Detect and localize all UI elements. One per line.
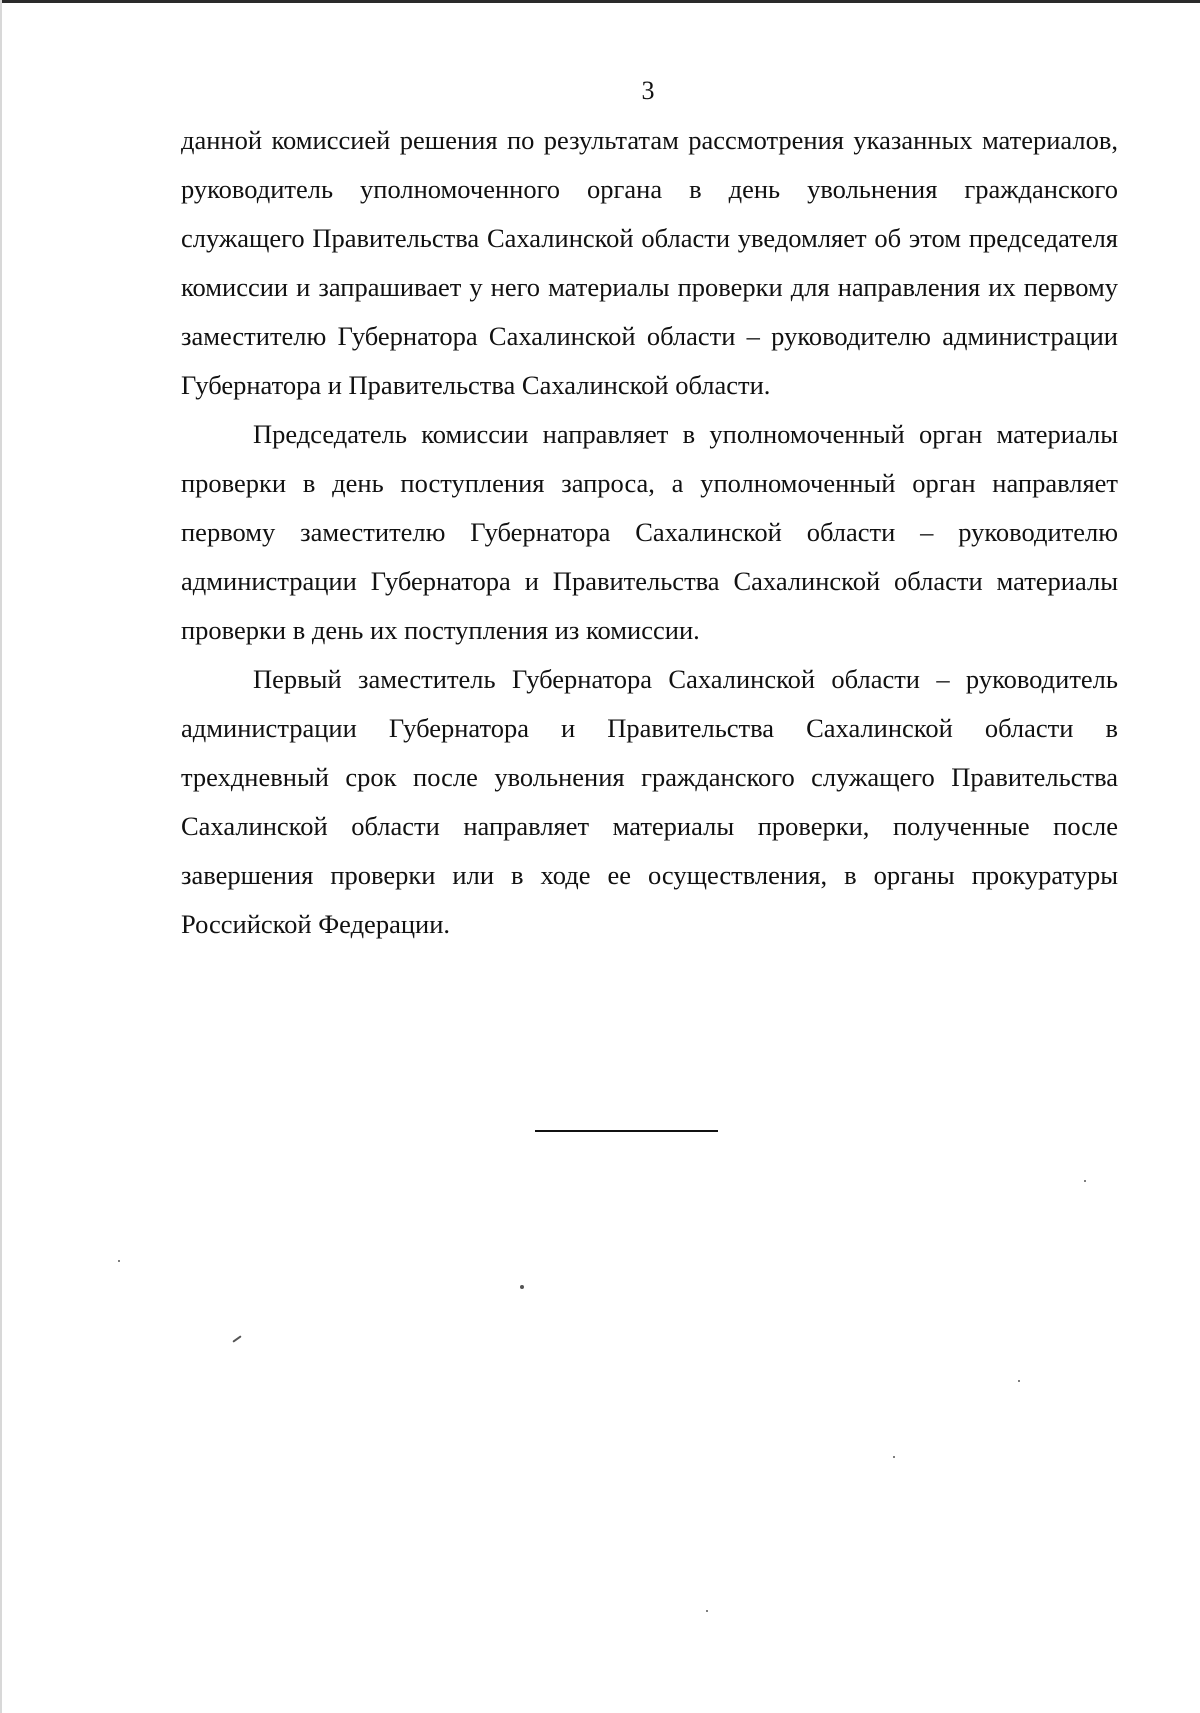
scan-speck: [893, 1456, 895, 1458]
scan-edge-left: [0, 0, 2, 1713]
paragraph-continuation: данной комиссией решения по результатам рассмотрения указанных материалов, руководитель уполномоченного органа в день увольнения гражданского служащего Правительства Сахалинской области уведомляет об этом председателя комиссии и запрашивает у него материалы проверки для направления их первому заместителю Губернатора Сахалинской области – руководителю администрации Губернатора и Правительства Сахалинской области.: [181, 125, 1118, 400]
document-body: [181, 116, 1118, 949]
scan-speck: [1018, 1380, 1020, 1382]
paragraph-first-deputy: Первый заместитель Губернатора Сахалинской области – руководитель администрации Губернатора и Правительства Сахалинской области в трехдневный срок после увольнения гражданского служащего Правительства Сахалинской области направляет материалы проверки, полученные после завершения проверки или в ходе ее осуществления, в органы прокуратуры Российской Федерации.: [181, 664, 1118, 939]
scan-speck: [520, 1285, 524, 1289]
scan-speck: [232, 1335, 241, 1342]
scan-edge-top: [0, 0, 1200, 3]
paragraph-chairman: Председатель комиссии направляет в уполномоченный орган материалы проверки в день поступления запроса, а уполномоченный орган направляет первому заместителю Губернатора Сахалинской области – руководителю администрации Губернатора и Правительства Сахалинской области материалы проверки в день их поступления из комиссии.: [181, 419, 1118, 645]
scan-speck: [706, 1610, 708, 1612]
scan-speck: [1084, 1180, 1086, 1182]
scan-speck: [118, 1260, 120, 1262]
end-of-text-rule: [535, 1130, 718, 1132]
page-number: 3: [641, 76, 655, 105]
